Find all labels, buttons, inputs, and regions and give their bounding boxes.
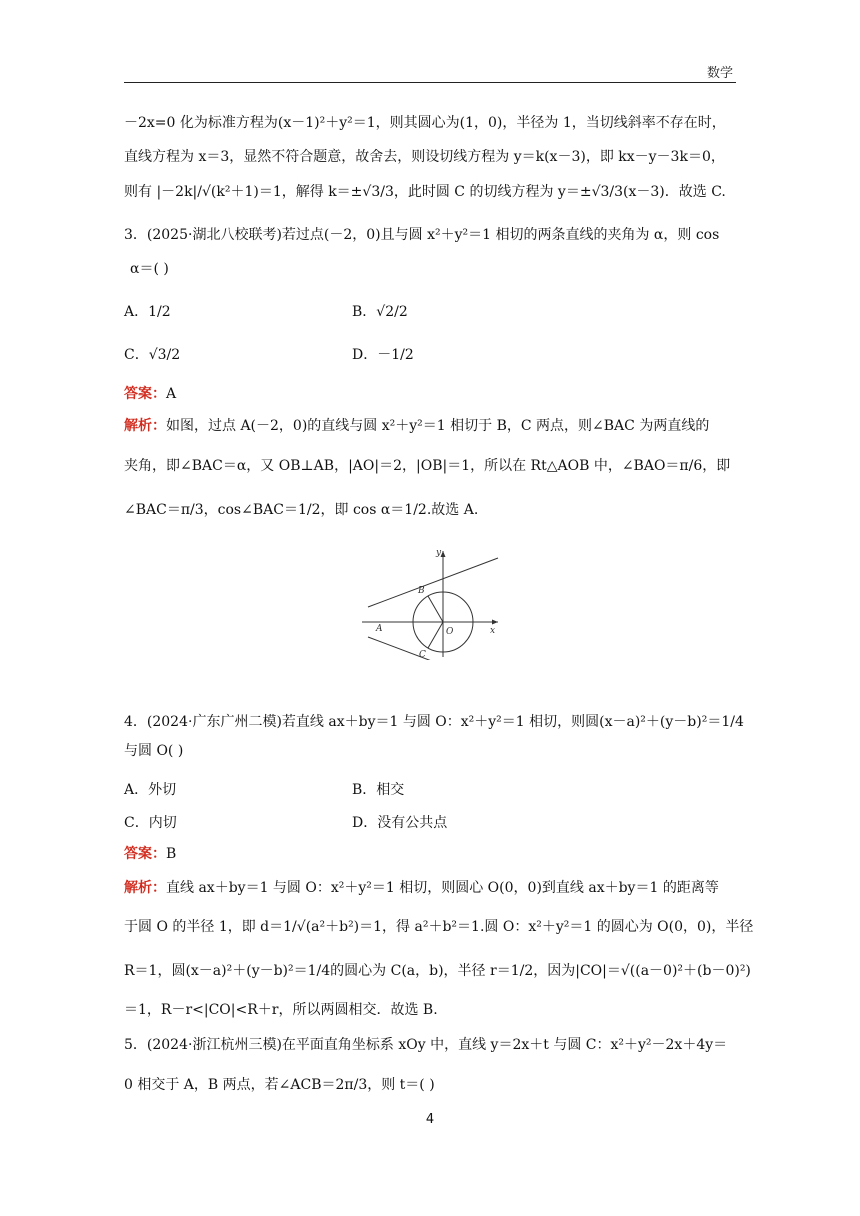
header-rule — [124, 82, 736, 83]
question-5-stem-cont: 0 相交于 A，B 两点，若∠ACB＝2π/3，则 t＝( ) — [124, 1077, 435, 1093]
solution-line-1: －2x=0 化为标准方程为(x－1)²＋y²＝1，则其圆心为(1，0)，半径为 1，当切线斜率不存在时， — [124, 115, 726, 131]
question-4-stem: 4．(2024·广东广州二模)若直线 ax＋by＝1 与圆 O：x²＋y²＝1 相切，则圆(x－a)²＋(y－b)²＝1/4 — [124, 714, 744, 730]
q4-option-c: C．内切 — [124, 815, 177, 831]
label-x: x — [490, 626, 496, 636]
question-4-stem-cont: 与圆 O( ) — [124, 743, 184, 759]
solution-4-line-3: R＝1，圆(x－a)²＋(y－b)²＝1/4的圆心为 C(a，b)，半径 r＝1/2，因为|CO|＝√((a－0)²＋(b－0)²) — [124, 963, 751, 979]
answer-value: A — [166, 386, 177, 402]
label-y: y — [436, 548, 442, 558]
segment-oc — [428, 622, 443, 648]
solution-line-2: 直线方程为 x＝3，显然不符合题意，故舍去，则设切线方程为 y＝k(x－3)，即 kx－y－3k＝0， — [124, 149, 725, 165]
solution-3-line-2: 夹角，即∠BAC＝α，又 OB⊥AB，|AO|＝2，|OB|＝1，所以在 Rt△AOB 中，∠BAO＝π/6，即 — [124, 458, 731, 474]
solution-4-line-1 — [124, 879, 719, 897]
question-3-stem-cont: α＝( ) — [130, 261, 169, 277]
label-o: O — [446, 627, 454, 637]
tangent-line-ab — [368, 558, 498, 607]
q4-option-a: A．外切 — [124, 782, 177, 798]
answer-3 — [124, 385, 176, 403]
question-3-stem: 3．(2025·湖北八校联考)若过点(－2，0)且与圆 x²＋y²＝1 相切的两条直线的夹角为 α，则 cos — [124, 227, 720, 243]
solution-label: 解析： — [124, 880, 166, 896]
q3-option-d: D．－1/2 — [352, 347, 414, 363]
q3-option-c: C．√3/2 — [124, 347, 181, 363]
segment-ob — [428, 596, 443, 622]
solution-4-line-4: ＝1，R－r<|CO|<R＋r，所以两圆相交．故选 B. — [124, 1002, 438, 1018]
q4-option-d: D．没有公共点 — [352, 815, 448, 831]
label-a: A — [376, 624, 383, 634]
solution-3-line-1 — [124, 417, 709, 435]
page-number: 4 — [425, 1112, 435, 1127]
header-subject: 数学 — [706, 66, 733, 81]
answer-value: B — [166, 846, 177, 862]
solution-text: 直线 ax＋by＝1 与圆 O：x²＋y²＝1 相切，则圆心 O(0，0)到直线 ax＋by＝1 的距离等 — [166, 880, 719, 896]
answer-label: 答案： — [124, 386, 166, 402]
tangent-line-ac — [368, 637, 498, 660]
solution-4-line-2: 于圆 O 的半径 1，即 d＝1/√(a²＋b²)＝1，得 a²＋b²＝1.圆 O：x²＋y²＝1 的圆心为 O(0，0)，半径 — [124, 919, 754, 935]
tangent-lines-figure — [360, 545, 500, 660]
solution-line-3: 则有 |－2k|/√(k²＋1)＝1，解得 k＝±√3/3，此时圆 C 的切线方程为 y＝±√3/3(x－3)．故选 C. — [124, 184, 726, 200]
solution-label: 解析： — [124, 418, 166, 434]
answer-4 — [124, 845, 176, 863]
y-axis-arrow — [441, 551, 446, 557]
x-axis-arrow — [492, 620, 498, 625]
solution-3-line-3: ∠BAC＝π/3，cos∠BAC＝1/2，即 cos α＝1/2.故选 A. — [124, 502, 479, 518]
question-5-stem: 5．(2024·浙江杭州三模)在平面直角坐标系 xOy 中，直线 y＝2x＋t 与圆 C：x²＋y²－2x＋4y＝ — [124, 1037, 728, 1053]
q4-option-b: B．相交 — [352, 782, 405, 798]
label-b: B — [418, 586, 425, 596]
q3-option-b: B．√2/2 — [352, 304, 408, 320]
label-c: C — [419, 650, 426, 660]
q3-option-a: A．1/2 — [124, 304, 171, 320]
answer-label: 答案： — [124, 846, 166, 862]
solution-text: 如图，过点 A(－2，0)的直线与圆 x²＋y²＝1 相切于 B，C 两点，则∠BAC 为两直线的 — [166, 418, 710, 434]
